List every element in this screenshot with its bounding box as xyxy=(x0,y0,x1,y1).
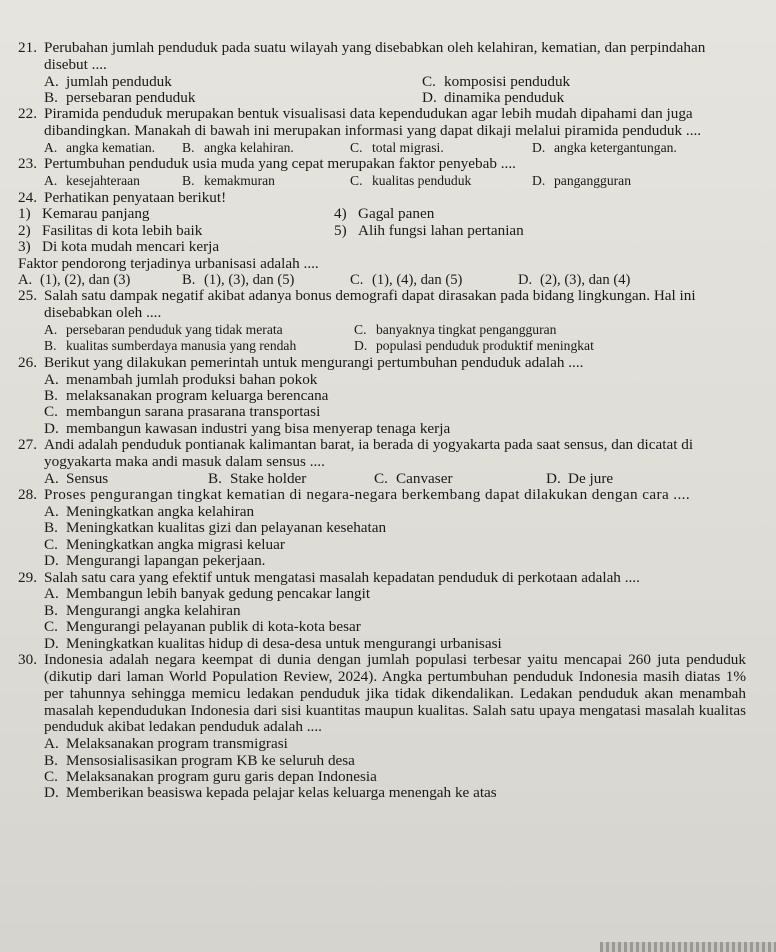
option-a[interactable]: A. kesejahteraan xyxy=(44,173,140,189)
question-21 xyxy=(18,40,746,106)
statement-5: 5) Alih fungsi lahan pertanian xyxy=(334,221,524,239)
option-b[interactable]: B. Mensosialisasikan program KB ke seluruh desa xyxy=(44,751,355,769)
option-a[interactable]: A. Sensus xyxy=(44,469,109,487)
option-d[interactable]: D. angka ketergantungan. xyxy=(532,140,677,155)
question-text: Pertumbuhan penduduk usia muda yang cepat merupakan faktor penyebab .... xyxy=(44,155,516,173)
question-number: 26. xyxy=(18,353,37,371)
question-27 xyxy=(18,437,746,487)
option-c[interactable]: C. kualitas penduduk xyxy=(350,173,472,189)
option-d[interactable]: D. Mengurangi lapangan pekerjaan. xyxy=(44,552,266,570)
question-text: Salah satu dampak negatif akibat adanya bonus demografi dapat dirasakan pada bidang lingkungan. Hal ini disebabkan oleh .... xyxy=(44,287,696,322)
option-c[interactable]: C. membangun sarana prasarana transportasi xyxy=(44,403,321,421)
option-d[interactable]: D. pangangguran xyxy=(532,173,632,189)
page-edge-strip xyxy=(600,942,776,952)
option-d[interactable]: D. populasi penduduk produktif meningkat xyxy=(354,338,594,354)
question-number: 28. xyxy=(18,486,37,504)
statement-2: 2) Fasilitas di kota lebih baik xyxy=(18,221,203,239)
question-text: Perubahan jumlah penduduk pada suatu wilayah yang disebabkan oleh kelahiran, kematian, dan perpindahan disebut .... xyxy=(44,39,706,73)
option-b[interactable]: B. Stake holder xyxy=(208,469,307,487)
question-text: Andi adalah penduduk pontianak kalimantan barat, ia berada di yogyakarta pada saat sensus, dan dicatat di yogyakarta maka andi masuk dalam sensus .... xyxy=(44,436,694,471)
question-prompt: Faktor pendorong terjadinya urbanisasi adalah .... xyxy=(18,254,319,272)
statement-3: 3) Di kota mudah mencari kerja xyxy=(18,238,220,256)
option-d[interactable]: D. dinamika penduduk xyxy=(422,89,565,106)
question-number: 23. xyxy=(18,155,37,173)
option-c[interactable]: C. komposisi penduduk xyxy=(422,72,571,90)
option-a[interactable]: A. Meningkatkan angka kelahiran xyxy=(44,503,255,521)
question-number: 30. xyxy=(18,651,37,669)
option-c[interactable]: C. Canvaser xyxy=(374,469,453,487)
option-d[interactable]: D. membangun kawasan industri yang bisa menyerap tenaga kerja xyxy=(44,419,451,437)
option-c[interactable]: C. Meningkatkan angka migrasi keluar xyxy=(44,535,285,553)
option-c[interactable]: C. total migrasi. xyxy=(350,140,444,155)
option-a[interactable]: A. angka kematian. xyxy=(44,140,156,155)
question-text: Indonesia adalah negara keempat di dunia dengan jumlah populasi terbesar yaitu mencapai 260 juta penduduk (dikutip dari laman World Population Review, 2024). Angka pertumbuhan penduduk Indonesia masih diatas 1% per tahunnya sehingga memicu ledakan penduduk jika tidak dikendalikan. Ledakan penduduk akan menambah masalah kependudukan Indonesia dari sisi kuantitas maupun kualitas. Salah satu upaya mengatasi masalah kualitas penduduk akibat ledakan penduduk adalah .... xyxy=(44,651,746,736)
option-a[interactable]: A. persebaran penduduk yang tidak merata xyxy=(44,322,283,338)
question-text: Perhatikan penyataan berikut! xyxy=(44,188,227,206)
question-number: 29. xyxy=(18,568,37,586)
option-b[interactable]: B. persebaran penduduk xyxy=(44,89,196,106)
question-number: 25. xyxy=(18,287,37,305)
question-number: 24. xyxy=(18,188,37,206)
option-b[interactable]: B. angka kelahiran. xyxy=(182,140,294,155)
option-b[interactable]: B. kemakmuran xyxy=(182,173,275,189)
option-b[interactable]: B. (1), (3), dan (5) xyxy=(182,272,295,289)
question-25 xyxy=(18,288,746,354)
question-text: Berikut yang dilakukan pemerintah untuk mengurangi pertumbuhan penduduk adalah .... xyxy=(44,353,584,371)
question-text: Salah satu cara yang efektif untuk mengatasi masalah kepadatan penduduk di perkotaan adalah .... xyxy=(44,568,640,586)
statement-1: 1) Kemarau panjang xyxy=(18,205,150,223)
option-a[interactable]: A. Melaksanakan program transmigrasi xyxy=(44,735,288,753)
question-22 xyxy=(18,106,746,156)
question-29 xyxy=(18,570,746,652)
question-number: 22. xyxy=(18,105,37,123)
question-30 xyxy=(18,652,746,802)
question-24 xyxy=(18,190,746,289)
option-b[interactable]: B. melaksanakan program keluarga berencana xyxy=(44,387,329,405)
option-d[interactable]: D. De jure xyxy=(546,469,614,487)
statement-4: 4) Gagal panen xyxy=(334,205,435,223)
question-text: Piramida penduduk merupakan bentuk visualisasi data kependudukan agar lebih mudah dipahami dan juga dibandingkan. Manakah di bawah ini merupakan informasi yang dapat dikaji melalui piramida penduduk .... xyxy=(44,105,702,140)
option-c[interactable]: C. Melaksanakan program guru garis depan Indonesia xyxy=(44,767,377,785)
option-a[interactable]: A. jumlah penduduk xyxy=(44,72,172,90)
option-a[interactable]: A. menambah jumlah produksi bahan pokok xyxy=(44,370,318,388)
option-d[interactable]: D. Memberikan beasiswa kepada pelajar kelas keluarga menengah ke atas xyxy=(44,784,497,802)
option-c[interactable]: C. banyaknya tingkat pengangguran xyxy=(354,322,557,338)
question-26 xyxy=(18,355,746,437)
question-number: 21. xyxy=(18,39,37,56)
option-b[interactable]: B. kualitas sumberdaya manusia yang rendah xyxy=(44,338,297,354)
question-number: 27. xyxy=(18,436,37,454)
option-b[interactable]: B. Meningkatkan kualitas gizi dan pelayanan kesehatan xyxy=(44,519,387,537)
option-a[interactable]: A. Membangun lebih banyak gedung pencakar langit xyxy=(44,585,371,603)
question-23 xyxy=(18,156,746,189)
option-c[interactable]: C. (1), (4), dan (5) xyxy=(350,272,463,289)
question-text: Proses pengurangan tingkat kematian di negara-negara berkembang dapat dilakukan dengan cara .... xyxy=(44,486,691,504)
option-b[interactable]: B. Mengurangi angka kelahiran xyxy=(44,601,241,619)
option-a[interactable]: A. (1), (2), dan (3) xyxy=(18,272,131,289)
question-28 xyxy=(18,487,746,569)
option-c[interactable]: C. Mengurangi pelayanan publik di kota-kota besar xyxy=(44,618,361,636)
option-d[interactable]: D. (2), (3), dan (4) xyxy=(518,272,631,289)
option-d[interactable]: D. Meningkatkan kualitas hidup di desa-desa untuk mengurangi urbanisasi xyxy=(44,634,502,652)
